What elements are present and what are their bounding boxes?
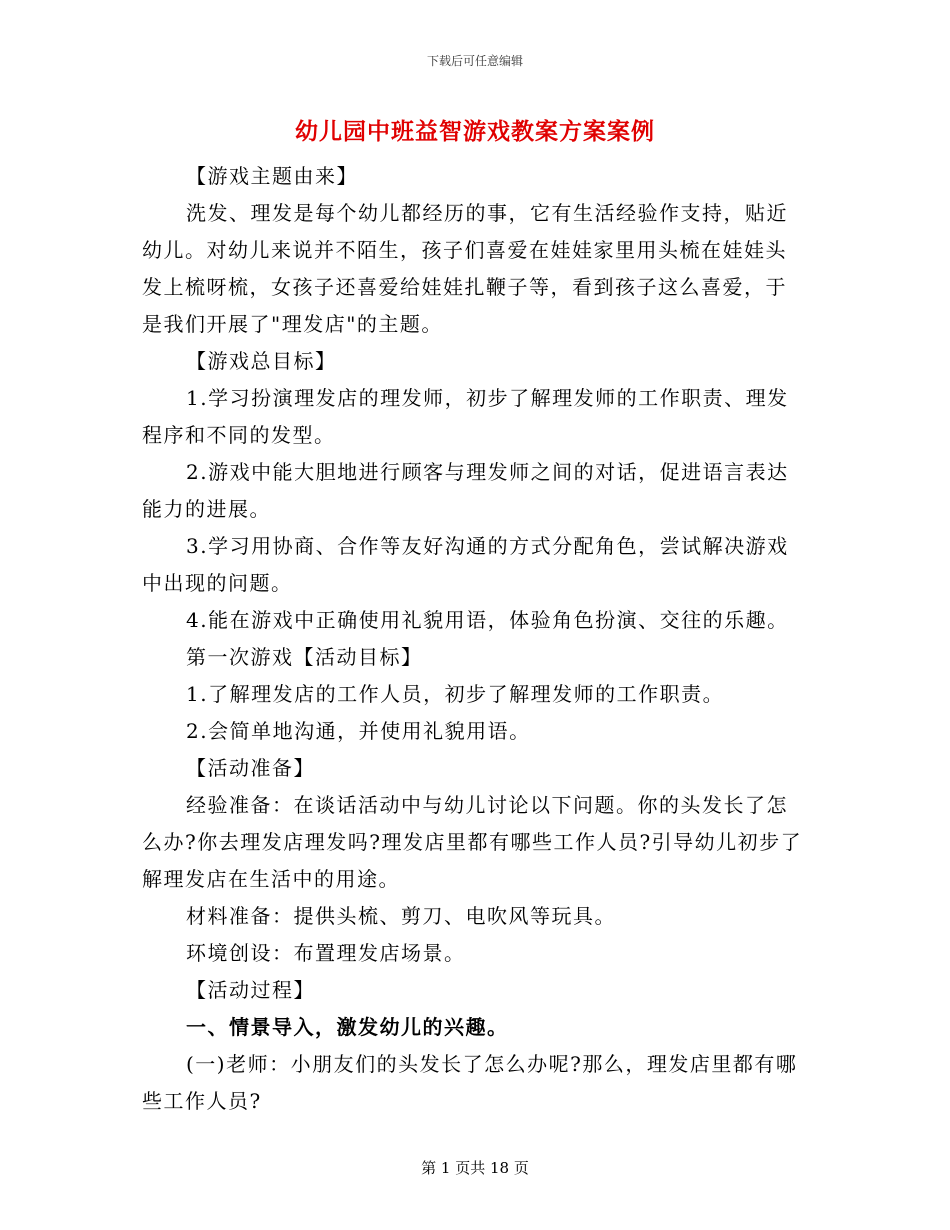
paragraph: 【活动准备】: [186, 756, 315, 780]
page-footer: 第 1 页共 18 页: [421, 1159, 529, 1177]
paragraph: 3.学习用协商、合作等友好沟通的方式分配角色，尝试解决游戏中出现的问题。: [142, 534, 789, 595]
paragraph: 材料准备：提供头梳、剪刀、电吹风等玩具。: [186, 904, 616, 928]
section-heading: 一、情景导入，激发幼儿的兴趣。: [186, 1015, 509, 1039]
paragraph: 第一次游戏【活动目标】: [186, 645, 423, 669]
paragraph: 2.游戏中能大胆地进行顾客与理发师之间的对话，促进语言表达能力的进展。: [142, 460, 789, 521]
document-body: [142, 158, 808, 1120]
paragraph: 1.了解理发店的工作人员，初步了解理发师的工作职责。: [186, 682, 725, 706]
page-header: 下载后可任意编辑: [426, 54, 523, 68]
paragraph: 洗发、理发是每个幼儿都经历的事，它有生活经验作支持，贴近幼儿。对幼儿来说并不陌生，孩子们喜爱在娃娃家里用头梳在娃娃头发上梳呀梳，女孩子还喜爱给娃娃扎鞭子等，看到孩子这么喜爱，于是我们开展了"理发店"的主题。: [142, 201, 788, 336]
paragraph: 1.学习扮演理发店的理发师，初步了解理发师的工作职责、理发程序和不同的发型。: [142, 386, 789, 447]
paragraph: 【游戏主题由来】: [186, 164, 358, 188]
paragraph: 4.能在游戏中正确使用礼貌用语，体验角色扮演、交往的乐趣。: [186, 608, 789, 632]
paragraph: (一)老师：小朋友们的头发长了怎么办呢?那么，理发店里都有哪些工作人员?: [142, 1052, 798, 1113]
paragraph: 【活动过程】: [186, 978, 315, 1002]
document-title: 幼儿园中班益智游戏教案方案案例: [295, 118, 655, 145]
paragraph: 2.会简单地沟通，并使用礼貌用语。: [186, 719, 531, 743]
paragraph: 环境创设：布置理发店场景。: [186, 941, 466, 965]
paragraph: 【游戏总目标】: [186, 349, 337, 373]
paragraph: 经验准备：在谈话活动中与幼儿讨论以下问题。你的头发长了怎么办?你去理发店理发吗?理发店里都有哪些工作人员?引导幼儿初步了解理发店在生活中的用途。: [142, 793, 803, 891]
